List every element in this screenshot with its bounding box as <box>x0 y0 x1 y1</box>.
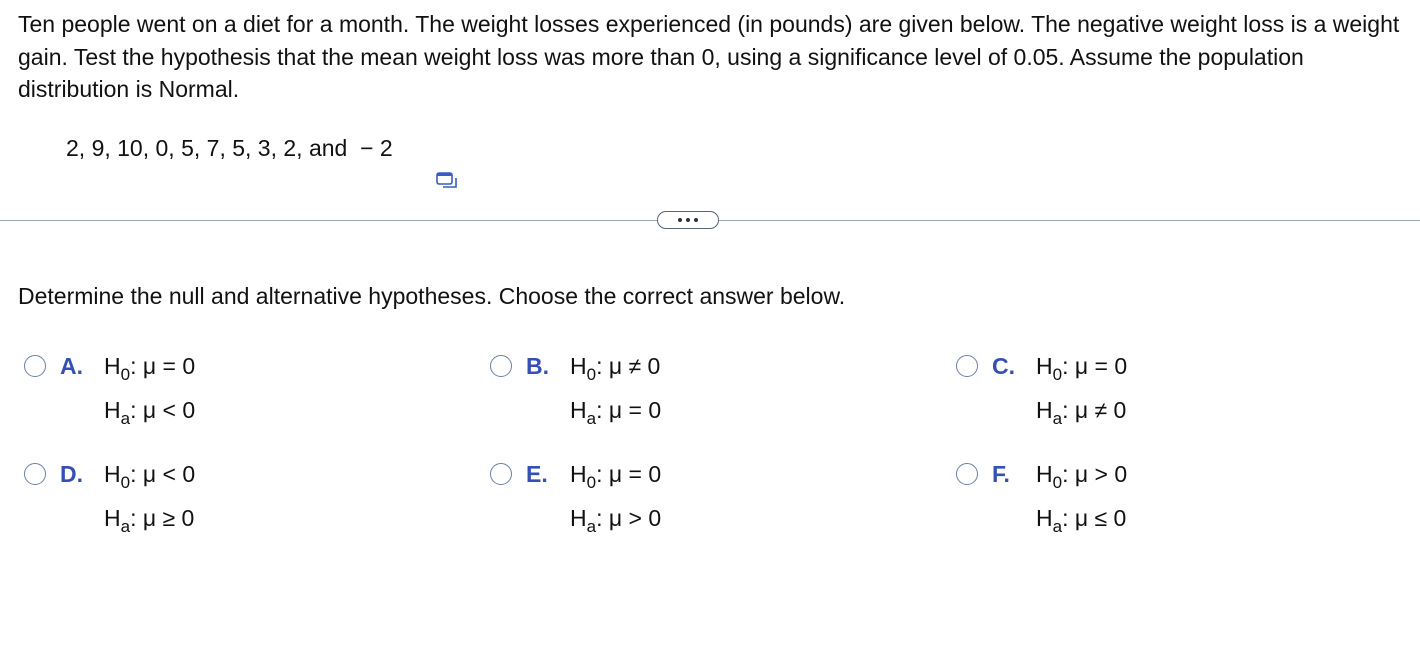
ellipsis-icon <box>686 218 690 222</box>
option-letter: D. <box>60 461 83 487</box>
option-b[interactable] <box>490 352 820 442</box>
data-values: 2, 9, 10, 0, 5, 7, 5, 3, 2, and − 2 <box>66 135 393 161</box>
option-a[interactable] <box>24 352 354 442</box>
option-d[interactable] <box>24 460 354 550</box>
alternative-hypothesis: $H_a$: μ = 0 <box>570 397 662 428</box>
option-letter: F. <box>992 461 1010 487</box>
radio-button-e[interactable] <box>490 463 512 485</box>
alternative-hypothesis: $H_a$: μ ≥ 0 <box>104 505 195 536</box>
null-hypothesis: $H_0$: μ = 0 <box>1036 353 1128 384</box>
option-letter: C. <box>992 353 1015 379</box>
option-e[interactable] <box>490 460 820 550</box>
radio-button-b[interactable] <box>490 355 512 377</box>
problem-statement: Ten people went on a diet for a month. The weight losses experienced (in pounds) are given below. The negative weight loss is a weight gain. Test the hypothesis that the mean weight loss was more than 0, using a significance level of 0.05. Assume the population distribution is Normal. <box>18 11 1400 102</box>
alternative-hypothesis: $H_a$: μ ≠ 0 <box>1036 397 1127 428</box>
alternative-hypothesis: $H_a$: μ < 0 <box>104 397 196 428</box>
data-values-line <box>66 133 433 163</box>
ellipsis-icon <box>678 218 682 222</box>
option-f[interactable] <box>956 460 1286 550</box>
null-hypothesis: $H_0$: μ > 0 <box>1036 461 1128 492</box>
option-letter: E. <box>526 461 548 487</box>
option-letter: B. <box>526 353 549 379</box>
radio-button-f[interactable] <box>956 463 978 485</box>
null-hypothesis: $H_0$: μ = 0 <box>570 461 662 492</box>
copy-icon-graphic <box>436 171 458 191</box>
null-hypothesis: $H_0$: μ < 0 <box>104 461 196 492</box>
alternative-hypothesis: $H_a$: μ > 0 <box>570 505 662 536</box>
copy-data-icon[interactable] <box>411 138 433 158</box>
radio-button-a[interactable] <box>24 355 46 377</box>
question-prompt: Determine the null and alternative hypotheses. Choose the correct answer below. <box>18 283 846 309</box>
option-c[interactable] <box>956 352 1286 442</box>
alternative-hypothesis: $H_a$: μ ≤ 0 <box>1036 505 1127 536</box>
null-hypothesis: $H_0$: μ = 0 <box>104 353 196 384</box>
radio-button-d[interactable] <box>24 463 46 485</box>
ellipsis-icon <box>694 218 698 222</box>
radio-button-c[interactable] <box>956 355 978 377</box>
option-letter: A. <box>60 353 83 379</box>
expand-more-button[interactable] <box>657 211 719 229</box>
null-hypothesis: $H_0$: μ ≠ 0 <box>570 353 661 384</box>
